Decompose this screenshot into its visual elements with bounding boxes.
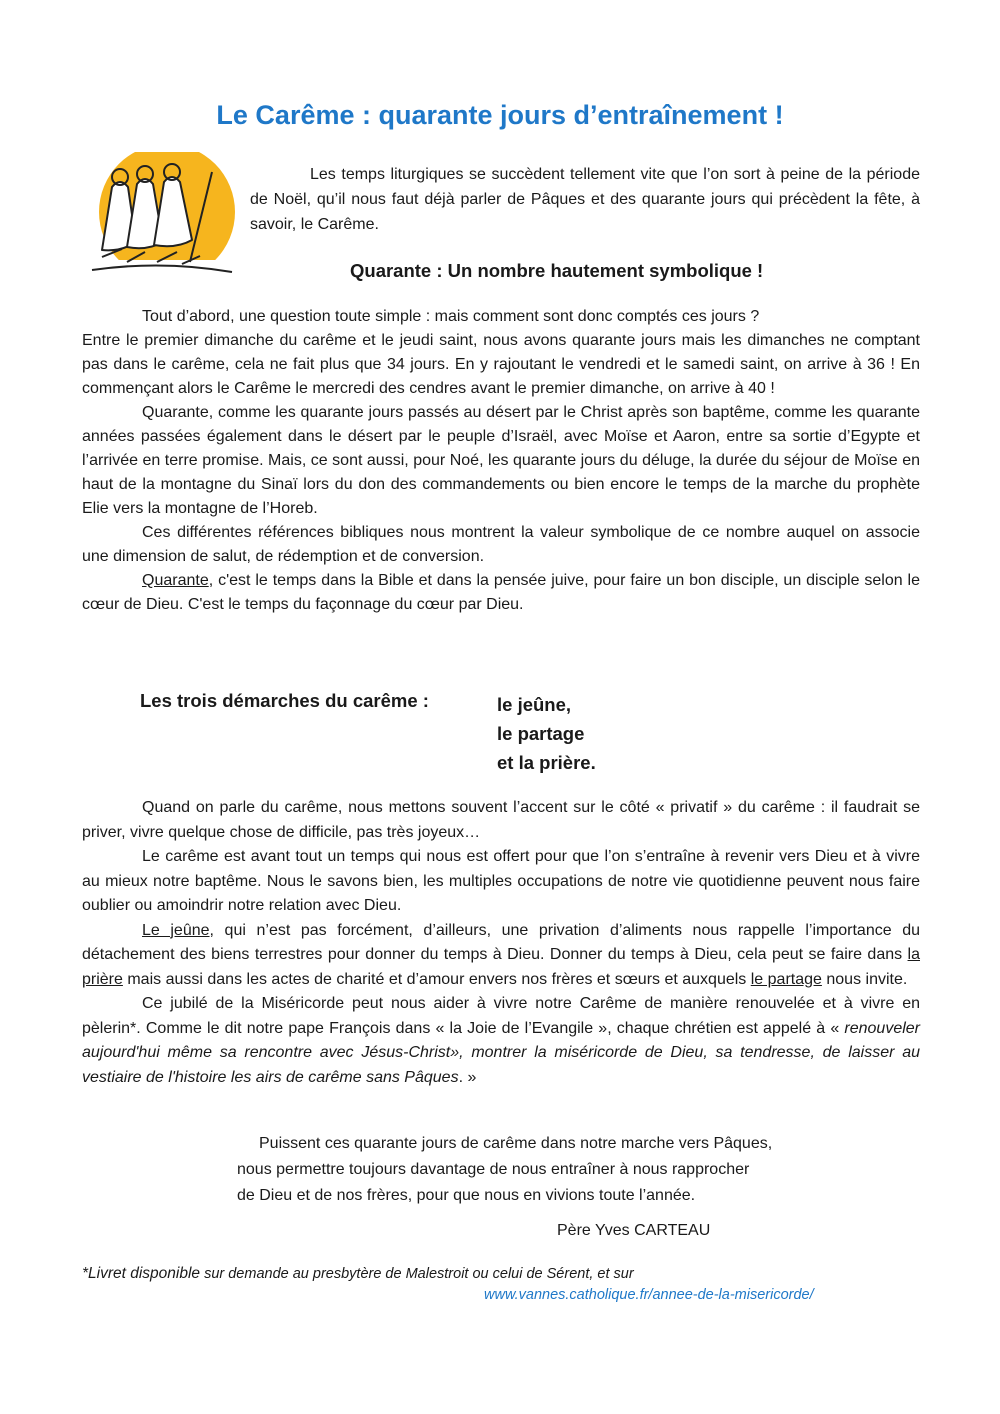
- italic-quote: renouveler aujourd'hui même sa rencontre avec Jésus-Christ», montrer la miséricorde de Dieu, sa tendresse, de laisser au vestiaire de l'histoire les airs de carême sans Pâques: [82, 1019, 920, 1086]
- intro-paragraph: [250, 162, 920, 237]
- closing-line: nous permettre toujours davantage de nous entraîner à nous rapprocher: [237, 1161, 750, 1178]
- paragraph-text: , c'est le temps dans la Bible et dans la pensée juive, pour faire un bon disciple, un disciple selon le cœur de Dieu. C'est le temps du façonnage du cœur par Dieu.: [82, 572, 920, 613]
- page-title: Le Carême : quarante jours d’entraînement !: [216, 100, 784, 130]
- signature: Père Yves CARTEAU: [557, 1222, 711, 1239]
- underlined-term: Quarante: [142, 572, 209, 589]
- footnote: [82, 1265, 634, 1283]
- paragraph: Ces différentes références bibliques nous montrent la valeur symbolique de ce nombre auquel on associe une dimension de salut, de rédemption et de conversion.: [82, 524, 920, 565]
- paragraph-text: nous invite.: [821, 970, 908, 988]
- paragraph-text: , qui n’est pas forcément, d’ailleurs, une privation d’aliments nous rappelle l’importance du détachement des biens terrestres pour donner du temps à Dieu. Donner du temps à Dieu, cela peut se faire dans: [82, 921, 920, 963]
- pilgrims-sun-logo: [82, 152, 252, 287]
- paragraph: Quarante, comme les quarante jours passés au désert par le Christ après son baptême, comme les quarante années passées également dans le désert par le peuple d’Israël, avec Moïse et Aaron, entre sa sortie d’Egypte et l’arrivée en terre promise. Mais, ce sont aussi, pour Noé, les quarante jours du déluge, la durée du séjour de Moïse en haut de la montagne du Sinaï lors du don des commandements ou bien encore le temps de la marche du prophète Elie vers la montagne de l’Horeb.: [82, 404, 920, 517]
- closing-line: Puissent ces quarante jours de carême dans notre marche vers Pâques,: [259, 1135, 773, 1152]
- demarches-label: Les trois démarches du carême :: [140, 690, 429, 711]
- paragraph-text: . »: [458, 1068, 477, 1086]
- section-subtitle: Quarante : Un nombre hautement symbolique !: [350, 260, 764, 281]
- intro-text: Les temps liturgiques se succèdent tellement vite que l’on sort à peine de la période de Noël, qu’il nous faut déjà parler de Pâques et des quarante jours qui précèdent la fête, à savoir, le Carême.: [250, 166, 920, 233]
- paragraph: [82, 919, 920, 993]
- paragraph: Entre le premier dimanche du carême et le jeudi saint, nous avons quarante jours mais les dimanches ne comptant pas dans le carême, cela ne fait plus que 34 jours. En y rajoutant le vendredi et le samedi saint, on arrive à 36 ! En commençant alors le Carême le mercredi des cendres avant le premier dimanche, on arrive à 40 !: [82, 332, 920, 397]
- paragraph: [82, 992, 920, 1090]
- underlined-term: la prière: [82, 946, 920, 988]
- underlined-term: le partage: [750, 970, 822, 988]
- website-link[interactable]: www.vannes.catholique.fr/annee-de-la-misericorde/: [484, 1287, 814, 1303]
- paragraph-text: mais aussi dans les actes de charité et d’amour envers nos frères et sœurs et auxquels: [122, 970, 751, 988]
- closing-blessing: [237, 1131, 772, 1209]
- paragraph: Tout d’abord, une question toute simple : mais comment sont donc comptés ces jours ?: [142, 308, 760, 325]
- section-body-2: [82, 796, 920, 1090]
- section-body: [82, 305, 920, 617]
- demarche-item: le partage: [497, 723, 585, 744]
- paragraph: Quand on parle du carême, nous mettons souvent l’accent sur le côté « privatif » du carême : il faudrait se priver, vivre quelque chose de difficile, pas très joyeux…: [82, 799, 920, 841]
- underlined-term: Le jeûne: [142, 921, 210, 939]
- demarches-list: [497, 690, 596, 777]
- footnote-strong: *Livret disponible: [82, 1265, 201, 1282]
- paragraph: Le carême est avant tout un temps qui nous est offert pour que l’on s’entraîne à revenir vers Dieu et à vivre au mieux notre baptême. Nous le savons bien, les multiples occupations de notre vie quotidienne peuvent nous faire oublier ou amoindrir notre relation avec Dieu.: [82, 848, 920, 914]
- paragraph: [82, 569, 920, 617]
- demarche-item: le jeûne,: [497, 694, 572, 715]
- closing-line: de Dieu et de nos frères, pour que nous en vivions toute l’année.: [237, 1187, 696, 1204]
- paragraph-text: Ce jubilé de la Miséricorde peut nous aider à vivre notre Carême de manière renouvelée et à vivre en pèlerin*. Comme le dit notre pape François dans « la Joie de l’Evangile », chaque chrétien est appelé à «: [82, 995, 920, 1037]
- footnote-text: sur demande au presbytère de Malestroit ou celui de Sérent, et sur: [200, 1266, 634, 1282]
- demarche-item: et la prière.: [497, 752, 596, 773]
